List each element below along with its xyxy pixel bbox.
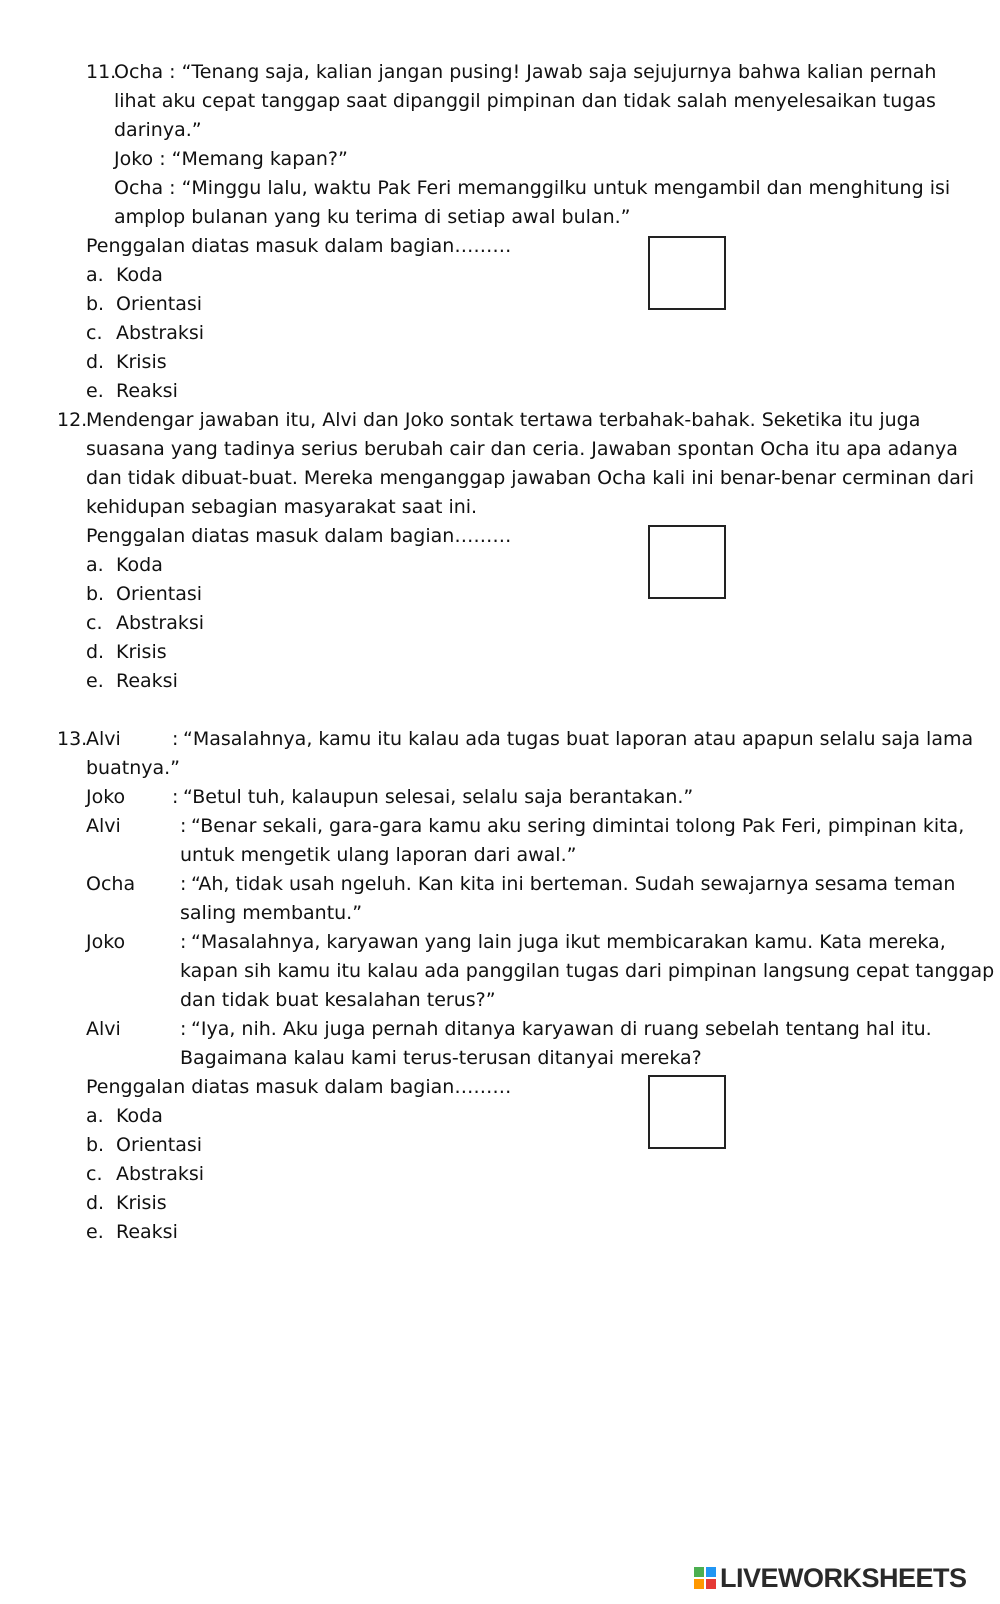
option-letter: d. <box>86 1192 105 1214</box>
dialogue-speaker: Joko <box>86 786 126 808</box>
option-letter: b. <box>86 1134 105 1156</box>
dialogue-line: “Betul tuh, kalaupun selesai, selalu saja berantakan.” <box>183 786 694 808</box>
option-text: Abstraksi <box>116 612 205 634</box>
dialogue-separator: : <box>172 786 179 808</box>
logo-square-red <box>706 1579 716 1589</box>
liveworksheets-brand[interactable] <box>694 1560 967 1596</box>
option-letter: b. <box>86 293 105 315</box>
dialogue-line: “Ah, tidak usah ngeluh. Kan kita ini berteman. Sudah sewajarnya sesama teman <box>191 873 956 895</box>
option-letter: e. <box>86 670 104 692</box>
answer-box-13[interactable] <box>648 1075 726 1149</box>
dialogue-separator: : <box>180 815 187 837</box>
option-text: Abstraksi <box>116 1163 205 1185</box>
dialogue-separator: : <box>180 931 187 953</box>
question-text-line: dan tidak dibuat-buat. Mereka menganggap jawaban Ocha kali ini benar-benar cerminan dari <box>86 467 974 489</box>
answer-box-11[interactable] <box>648 236 726 310</box>
logo-square-orange <box>694 1579 704 1589</box>
question-text-line: Ocha : “Tenang saja, kalian jangan pusing! Jawab saja sejujurnya bahwa kalian pernah <box>114 61 937 83</box>
dialogue-line: “Benar sekali, gara-gara kamu aku sering dimintai tolong Pak Feri, pimpinan kita, <box>191 815 965 837</box>
option-text: Koda <box>116 554 163 576</box>
option-text: Reaksi <box>116 380 178 402</box>
question-number: 11. <box>86 61 117 83</box>
option-letter: e. <box>86 380 104 402</box>
option-letter: a. <box>86 554 104 576</box>
liveworksheets-logo-icon <box>694 1567 716 1589</box>
dialogue-separator: : <box>180 873 187 895</box>
option-text: Krisis <box>116 1192 167 1214</box>
option-text: Orientasi <box>116 293 203 315</box>
option-letter: a. <box>86 1105 104 1127</box>
option-letter: e. <box>86 1221 104 1243</box>
question-prompt: Penggalan diatas masuk dalam bagian……… <box>86 235 512 257</box>
dialogue-line: “Iya, nih. Aku juga pernah ditanya karyawan di ruang sebelah tentang hal itu. <box>191 1018 932 1040</box>
question-text-line: kehidupan sebagian masyarakat saat ini. <box>86 496 478 518</box>
question-text-line: suasana yang tadinya serius berubah cair dan ceria. Jawaban spontan Ocha itu apa adanya <box>86 438 958 460</box>
dialogue-line: “Masalahnya, kamu itu kalau ada tugas buat laporan atau apapun selalu saja lama <box>183 728 974 750</box>
option-text: Koda <box>116 1105 163 1127</box>
option-text: Reaksi <box>116 670 178 692</box>
option-text: Reaksi <box>116 1221 178 1243</box>
option-letter: c. <box>86 1163 103 1185</box>
option-letter: d. <box>86 641 105 663</box>
option-text: Koda <box>116 264 163 286</box>
dialogue-separator: : <box>172 728 179 750</box>
logo-square-blue <box>706 1567 716 1577</box>
dialogue-line: saling membantu.” <box>180 902 363 924</box>
dialogue-speaker: Joko <box>86 931 126 953</box>
question-text-line: Joko : “Memang kapan?” <box>114 148 348 170</box>
question-text-line: amplop bulanan yang ku terima di setiap awal bulan.” <box>114 206 631 228</box>
option-text: Abstraksi <box>116 322 205 344</box>
option-text: Orientasi <box>116 1134 203 1156</box>
answer-box-12[interactable] <box>648 525 726 599</box>
option-text: Krisis <box>116 641 167 663</box>
option-letter: b. <box>86 583 105 605</box>
question-prompt: Penggalan diatas masuk dalam bagian……… <box>86 525 512 547</box>
question-number: 13. <box>57 728 88 750</box>
option-letter: c. <box>86 322 103 344</box>
option-letter: d. <box>86 351 105 373</box>
dialogue-speaker: Alvi <box>86 728 121 750</box>
dialogue-line: “Masalahnya, karyawan yang lain juga ikut membicarakan kamu. Kata mereka, <box>191 931 946 953</box>
dialogue-line: kapan sih kamu itu kalau ada panggilan tugas dari pimpinan langsung cepat tanggap <box>180 960 995 982</box>
brand-text: LIVEWORKSHEETS <box>720 1562 967 1593</box>
dialogue-line: dan tidak buat kesalahan terus?” <box>180 989 496 1011</box>
option-text: Orientasi <box>116 583 203 605</box>
question-number: 12. <box>57 409 88 431</box>
dialogue-line: buatnya.” <box>86 757 181 779</box>
question-text-line: Ocha : “Minggu lalu, waktu Pak Feri memanggilku untuk mengambil dan menghitung isi <box>114 177 951 199</box>
option-letter: c. <box>86 612 103 634</box>
dialogue-separator: : <box>180 1018 187 1040</box>
question-text-line: lihat aku cepat tanggap saat dipanggil pimpinan dan tidak salah menyelesaikan tugas <box>114 90 936 112</box>
option-text: Krisis <box>116 351 167 373</box>
question-text-line: Mendengar jawaban itu, Alvi dan Joko sontak tertawa terbahak-bahak. Seketika itu juga <box>86 409 921 431</box>
dialogue-line: Bagaimana kalau kami terus-terusan ditanyai mereka? <box>180 1047 702 1069</box>
dialogue-line: untuk mengetik ulang laporan dari awal.” <box>180 844 577 866</box>
dialogue-speaker: Alvi <box>86 1018 121 1040</box>
logo-square-green <box>694 1567 704 1577</box>
question-prompt: Penggalan diatas masuk dalam bagian……… <box>86 1076 512 1098</box>
option-letter: a. <box>86 264 104 286</box>
question-text-line: darinya.” <box>114 119 202 141</box>
dialogue-speaker: Ocha <box>86 873 136 895</box>
dialogue-speaker: Alvi <box>86 815 121 837</box>
